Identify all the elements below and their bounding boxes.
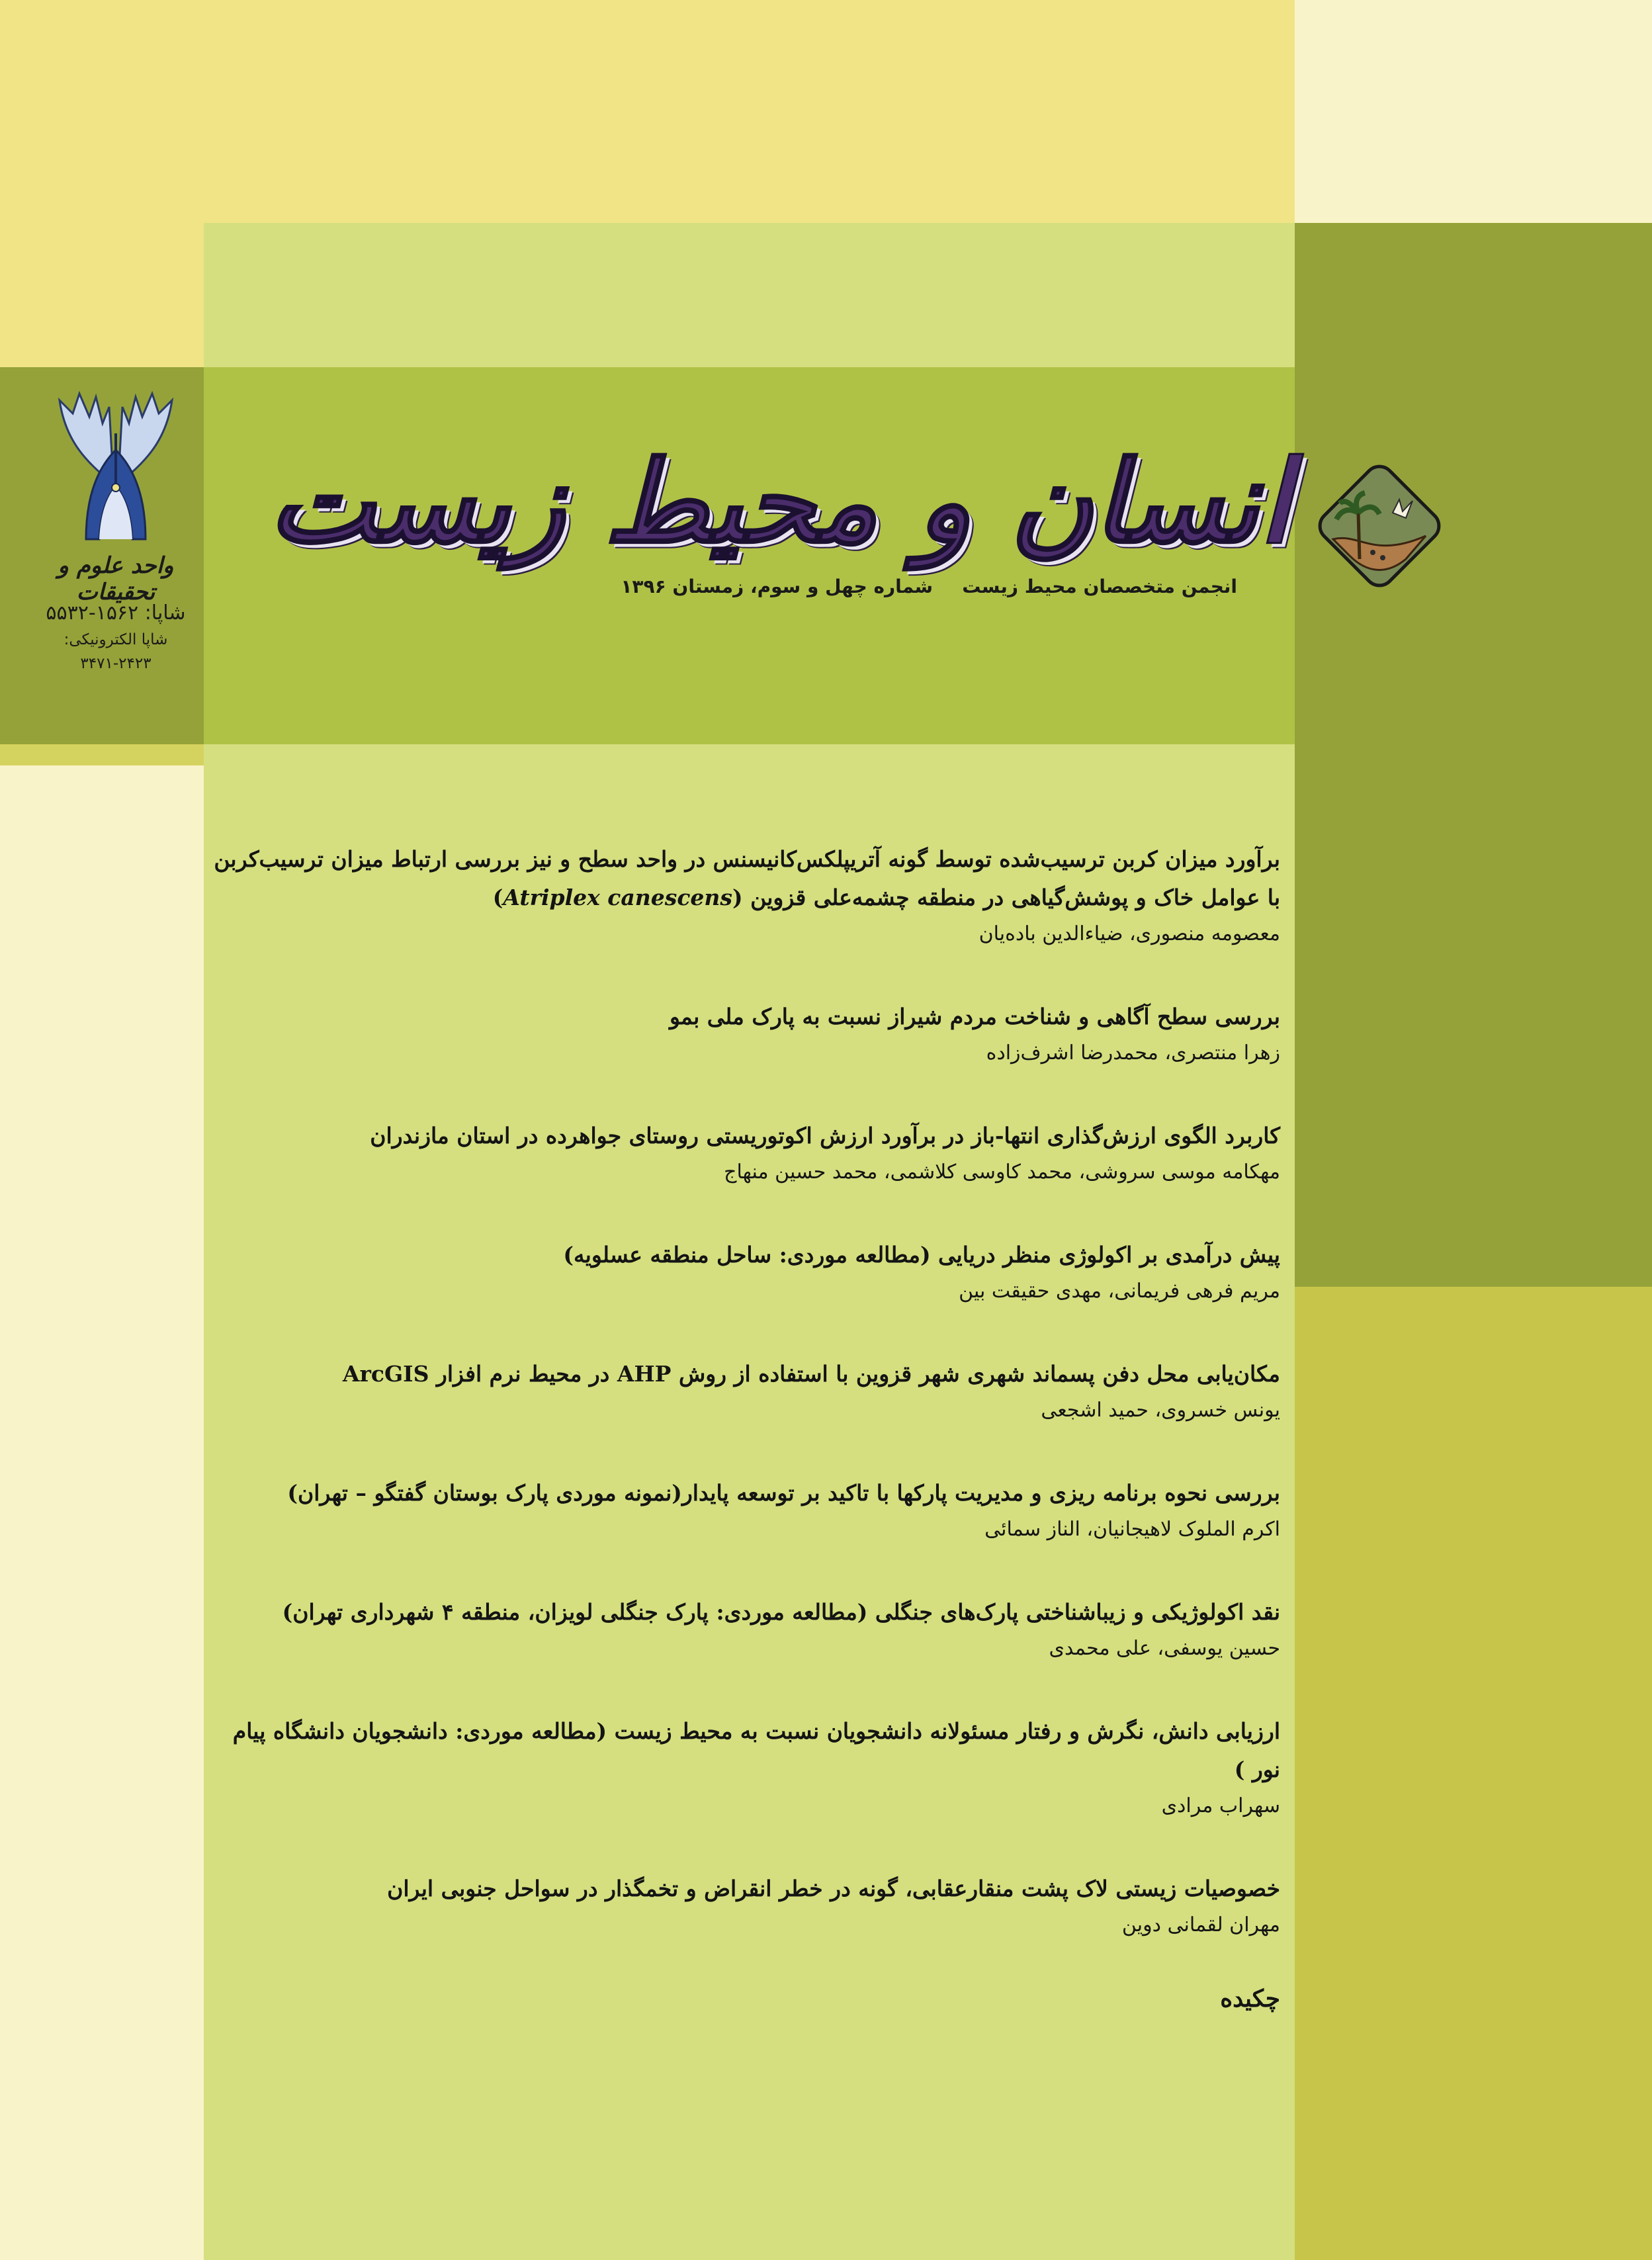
article-authors: معصومه منصوری، ضیاءالدین باده‌یان bbox=[978, 922, 1280, 945]
article-title: کاربرد الگوی ارزش‌گذاری انتها-باز در برآورد ارزش اکوتوریستی روستای جواهرده در استان مازندران bbox=[370, 1123, 1280, 1149]
article-authors: زهرا منتصری، محمدرضا اشرف‌زاده bbox=[986, 1041, 1280, 1065]
issn-block bbox=[26, 599, 205, 675]
bg-lightgreen-band bbox=[204, 223, 1295, 367]
society-emblem bbox=[1313, 460, 1446, 592]
society-name: انجمن متخصصان محیط زیست bbox=[962, 576, 1237, 597]
article-title: بررسی سطح آگاهی و شناخت مردم شیراز نسبت به پارک ملی بمو bbox=[669, 1004, 1280, 1029]
article-authors: اکرم الملوک لاهیجانیان، الناز سمائی bbox=[984, 1518, 1280, 1541]
toc-entry bbox=[205, 1236, 1280, 1309]
issn-print: شاپا: ۱۵۶۲-۵۵۳۲ bbox=[46, 601, 186, 625]
masthead bbox=[269, 437, 1290, 597]
bg-left-pale bbox=[0, 765, 204, 2260]
toc-entry bbox=[205, 1593, 1280, 1666]
bg-mustard-right bbox=[1295, 1287, 1652, 2260]
abstract-heading: چکیده bbox=[1220, 1985, 1280, 2013]
toc-entry bbox=[205, 1712, 1280, 1823]
article-authors: سهراب مرادی bbox=[1161, 1794, 1280, 1817]
bg-left-strip bbox=[0, 744, 204, 765]
toc-entry bbox=[205, 1870, 1280, 1942]
article-title: بررسی نحوه برنامه ریزی و مدیریت پارکها با تاکید بر توسعه پایدار(نمونه موردی پارک بوستان گفتگو – تهران) bbox=[287, 1480, 1280, 1506]
toc-entry bbox=[205, 1474, 1280, 1547]
article-title: نقد اکولوژیکی و زیباشناختی پارک‌های جنگلی (مطالعه موردی: پارک جنگلی لویزان، منطقه ۴ شهرداری تهران) bbox=[282, 1599, 1280, 1625]
article-title: خصوصیات زیستی لاک پشت منقارعقابی، گونه در خطر انقراض و تخمگذار در سواحل جنوبی ایران bbox=[387, 1876, 1280, 1901]
toc-entry bbox=[205, 840, 1280, 951]
table-of-contents bbox=[205, 840, 1280, 1989]
article-authors: یونس خسروی، حمید اشجعی bbox=[1041, 1399, 1280, 1422]
journal-title: انسان و محیط زیست bbox=[269, 437, 1290, 568]
issn-online: شاپا الکترونیکی: ۲۴۲۳-۳۴۷۱ bbox=[64, 631, 168, 672]
article-title: برآورد میزان کربن ترسیب‌شده توسط گونه آتریپلکس‌کانیسنس در واحد سطح و نیز بررسی ارتباط میزان ترسیب‌کربن با عوامل خاک و پوشش‌گیاهی در منطقه چشمه‌علی قزوین (Atriplex canescens) bbox=[214, 846, 1280, 910]
article-title: ارزیابی دانش، نگرش و رفتار مسئولانه دانشجویان نسبت به محیط زیست (مطالعه موردی: دانشجویان دانشگاه پیام نور ) bbox=[232, 1718, 1280, 1782]
toc-entry bbox=[205, 1117, 1280, 1190]
university-name: واحد علوم و تحقیقات bbox=[58, 552, 174, 605]
issue-info: شماره چهل و سوم، زمستان ۱۳۹۶ bbox=[621, 576, 933, 597]
bg-olive-right bbox=[1295, 223, 1652, 1287]
article-title: مکان‌یابی محل دفن پسماند شهری شهر قزوین با استفاده از روش AHP در محیط نرم افزار ArcGIS bbox=[342, 1361, 1280, 1387]
article-authors: مریم فرهی فریمانی، مهدی حقیقت بین bbox=[959, 1280, 1280, 1303]
toc-entry bbox=[205, 1355, 1280, 1428]
article-authors: مهکامه موسی سروشی، محمد کاوسی کلاشمی، محمد حسین منهاج bbox=[724, 1160, 1280, 1184]
article-title: پیش درآمدی بر اکولوژی منظر دریایی (مطالعه موردی: ساحل منطقه عسلویه) bbox=[563, 1242, 1280, 1268]
bg-pale-top-right bbox=[1295, 0, 1652, 223]
article-authors: حسین یوسفی، علی محمدی bbox=[1049, 1637, 1280, 1660]
toc-entry bbox=[205, 998, 1280, 1070]
article-authors: مهران لقمانی دوین bbox=[1121, 1913, 1280, 1936]
